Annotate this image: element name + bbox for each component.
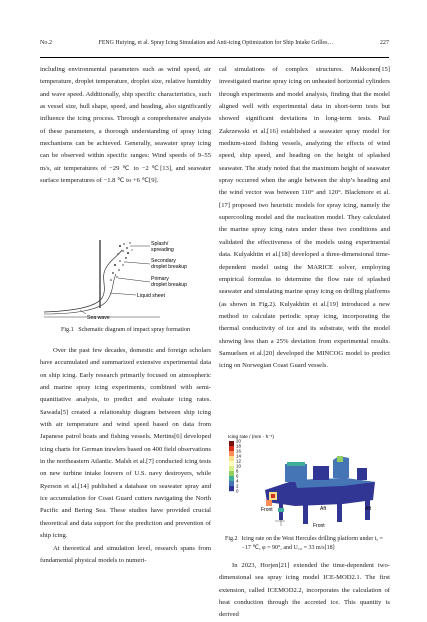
primary-label: Primary — [151, 276, 169, 282]
left-column-bottom — [40, 345, 211, 567]
figure-1-caption — [40, 327, 211, 333]
sea-wave-label: Sea wave — [87, 315, 110, 320]
issue-number: No.2 — [40, 40, 53, 46]
figure-1-diagram — [40, 238, 211, 320]
figure-2-caption — [225, 535, 393, 553]
front-label: Front — [313, 523, 325, 529]
figure-2-label: Fig.2 — [225, 536, 238, 542]
paragraph: cal simulations of complex structures. Makkonen[15] investigated marine spray icing on unheated horizontal cylinders through experiments and model analysis, finding that the model aligned well with experimental data in short-term tests but showed significant deviations in long-term tests. Paul Zakrzewski et al.[16] established a seawater spray model for medium-sized fishing vessels, analyzing the effects of wind speed, ship speed, and heading on the height of splashed seawater. The study noted that the maximum height of seawater spray occurred when the angle between the ship’s heading and the wind vector was between 110° and 120°. Blackmore et al.[17] proposed two heuristic models for spray icing, namely the supercooling model and the nucleation model. They calculated the marine spray icing rates under these two conditions and validated the effectiveness of the models using experimental data. Kulyakhtin et al.[18] developed a three-dimensional time-dependent model using the MARICE solver, employing empirical formulas to determine the flow rate of splashed seawater and simulating marine spray icing on drilling platforms (as shown in Fig.2). Kulyakhtin et al.[19] introduced a new method to calculate periodic spray icing, incorporating the thermal conductivity of ice and its substrate, with the model showing less than a 25% deviation from experimental results. Samuelsen et al.[20] developed the MINCOG model to predict icing on Norwegian Coast Guard vessels. — [219, 66, 390, 370]
figure-2-caption-text: Icing rate on the West Hercules drilling platform under tₐ = −17 ℃, φ = 90°, and U₁₀ = 33 m/s[18] — [241, 536, 383, 552]
colorbar-segment — [229, 466, 234, 471]
colorbar-segment — [229, 476, 234, 481]
colorbar-tick-label: 0 — [236, 488, 239, 494]
colorbar-segment — [229, 471, 234, 476]
colorbar-tick-label: 14 — [236, 453, 241, 459]
right-column-top — [219, 64, 390, 373]
colorbar-tick-label: 8 — [236, 468, 239, 474]
page-header — [40, 40, 389, 52]
figure-1-label: Fig.1 — [60, 327, 74, 333]
aft-label: Aft — [320, 506, 327, 512]
figure-2-icing-map — [225, 430, 390, 538]
platform-render — [265, 456, 375, 524]
liquid-sheet-label: Liquid sheet — [137, 293, 165, 299]
secondary-breakup-label: droplet breakup — [151, 264, 188, 270]
colorbar-segment — [229, 481, 234, 486]
header-rule — [40, 57, 389, 58]
right-column-bottom — [219, 560, 390, 622]
colorbar-segment — [229, 451, 234, 456]
paragraph: Over the past few decades, domestic and foreign scholars have accumulated and summarized extensive experimental data on ship icing. Early research primarily focused on atmospheric and marine spray icing experiments, combined with semi-quantitative analysis, to predict and evaluate icing rates. Sawada[5] created a relationship diagram between ship icing with air temperature and wind speed based on data from Japanese patrol boats and fishing vessels. Mertins[6] developed icing charts for German trawlers based on 400 field observations in the northeastern Atlantic. Malsh et al.[7] conducted icing tests on new turbine intake louvers of U.S. navy destroyers, while Ryerson et al.[14] published a database on seawater spray and ice accumulation for Coast Guard cutters navigating the North Pacific and Bering Sea. These studies have provided crucial theoretical and data support for the prediction and prevention of ship icing. — [40, 347, 211, 540]
primary-breakup-label: droplet breakup — [151, 282, 188, 288]
colorbar-tick-label: 18 — [236, 443, 241, 449]
colorbar-tick-label: 16 — [236, 448, 241, 454]
left-column-top — [40, 64, 211, 187]
running-title: FENG Huiying, et al. Spray Icing Simulation and Anti-icing Optimization for Ship Intake Grilles… — [98, 40, 334, 46]
colorbar-title: Icing rate / (mm · h⁻¹) — [228, 435, 274, 440]
secondary-label: Secondary — [151, 258, 176, 264]
colorbar-tick-label: 2 — [236, 483, 239, 489]
splash-label: Splash/ — [151, 241, 169, 247]
colorbar-tick-label: 6 — [236, 473, 239, 479]
sea-wave-shape — [44, 250, 160, 317]
colorbar — [229, 441, 234, 491]
spreading-label: spreading — [151, 247, 174, 253]
colorbar-tick-label: 4 — [236, 478, 239, 484]
spray-droplets — [110, 242, 132, 280]
colorbar-tick-label: 12 — [236, 458, 241, 464]
colorbar-ticks — [236, 439, 241, 494]
paragraph: including environmental parameters such as wind speed, air temperature, droplet temperature, droplet size, relative humidity and wave speed. Additionally, ship specific characteristics, such as vessel size, hull shape, speed, and heading, also significantly influence the icing process. Through a comprehensive analysis of these parameters, a thorough understanding of spray icing mechanisms can be achieved. Generally, seawater spray icing can be observed within specific ranges: Wind speeds of 9–55 m/s, air temperatures of −29 ℃ to −2 ℃[13], and seawater surface temperatures of −1.8 ℃ to +6 ℃[9]. — [40, 66, 211, 185]
figure-1-caption-text: Schematic diagram of impact spray formation — [78, 327, 191, 333]
colorbar-segment — [229, 446, 234, 451]
colorbar-segment — [229, 441, 234, 446]
colorbar-tick-label: 20 — [236, 438, 241, 444]
page-number: 227 — [379, 40, 389, 46]
colorbar-segment — [229, 461, 234, 466]
label-leaders — [80, 246, 150, 314]
paragraph: In 2023, Horjen[21] extended the time-dependent two-dimensional sea spray icing model ICE-MOD2.1. The first extension, called ICEMOD2.2, incorporates the calculation of heat conduction through the accreted ice. This quantity is derived — [219, 562, 390, 619]
colorbar-tick-label: 10 — [236, 463, 241, 469]
paragraph: At theoretical and simulation level, research spans from fundamental physical models to numeri- — [40, 544, 211, 564]
colorbar-segment — [229, 456, 234, 461]
colorbar-segment — [229, 486, 234, 491]
front-label: Front — [261, 507, 273, 513]
aft-label: Aft — [365, 506, 372, 512]
